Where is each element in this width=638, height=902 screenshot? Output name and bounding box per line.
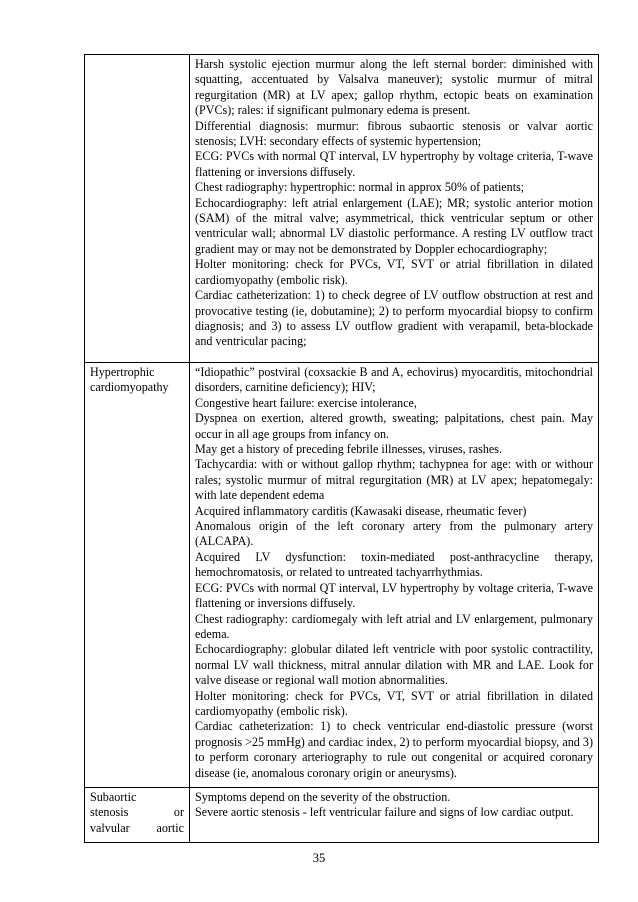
paragraph: Congestive heart failure: exercise intolerance, bbox=[195, 395, 417, 410]
paragraph: Acquired LV dysfunction: toxin-mediated post-anthracycline therapy, hemochromatosis, or related to untreated tachyarrhythmias. bbox=[195, 549, 593, 580]
paragraph: Dyspnea on exertion, altered growth, sweating; palpitations, chest pain. May occur in all age groups from infancy on. bbox=[195, 411, 593, 441]
condition-cell bbox=[85, 787, 190, 842]
condition-cell bbox=[85, 363, 190, 788]
paragraph: Tachycardia: with or without gallop rhythm; tachypnea for age: with or withour rales; systolic murmur of mitral regurgitation (MR) at LV apex; hepatomegaly: with late dependent edema bbox=[195, 457, 593, 503]
paragraph: “Idiopathic” postviral (coxsackie B and A, echovirus) myocarditis, mitochondrial disorders, carnitine deficiency); HIV; bbox=[195, 365, 593, 395]
condition-cell bbox=[85, 55, 190, 363]
paragraph: Differential diagnosis: murmur: fibrous subaortic stenosis or valvar aortic stenosis; LVH: secondary effects of systemic hypertension; bbox=[195, 118, 593, 149]
paragraph: Harsh systolic ejection murmur along the left sternal border: diminished with squatting, accentuated by Valsalva maneuver); systolic murmur of mitral regurgitation (MR) at LV apex; gallop rhythm, ectopic beats on examination (PVCs); rales: if significant pulmonary edema is present. bbox=[195, 57, 593, 118]
page-number: 35 bbox=[312, 851, 326, 865]
paragraph: Holter monitoring: check for PVCs, VT, SVT or atrial fibrillation in dilated cardiomyopathy (embolic risk). bbox=[195, 257, 593, 287]
paragraph: Chest radiography: cardiomegaly with left atrial and LV enlargement, pulmonary edema. bbox=[195, 611, 593, 641]
condition-label: Hypertrophic bbox=[90, 365, 155, 379]
condition-label: valvular aortic bbox=[90, 820, 184, 835]
paragraph: Holter monitoring: check for PVCs, VT, SVT or atrial fibrillation in dilated cardiomyopathy (embolic risk). bbox=[195, 688, 593, 718]
paragraph: ECG: PVCs with normal QT interval, LV hypertrophy by voltage criteria, T-wave flattening or inversions diffusely. bbox=[195, 580, 593, 611]
paragraph: Acquired inflammatory carditis (Kawasaki disease, rheumatic fever) bbox=[195, 503, 527, 518]
table-row bbox=[85, 787, 599, 842]
paragraph: Echocardiography: globular dilated left ventricle with poor systolic contractility, normal LV wall thickness, mitral annular dilation with MR and LAE. Look for valve disease or regional wall motion abnormalities. bbox=[195, 642, 593, 688]
description-cell bbox=[190, 55, 599, 363]
condition-label: cardiomyopathy bbox=[90, 380, 169, 395]
paragraph: Cardiac catheterization: 1) to check degree of LV outflow obstruction at rest and provocative testing (ie, dobutamine); 2) to perform myocardial biopsy to confirm diagnosis; and 3) to assess LV outflow gradient with verapamil, beta-blockade and ventricular pacing; bbox=[195, 288, 593, 349]
paragraph: Severe aortic stenosis - left ventricular failure and signs of low cardiac output. bbox=[195, 805, 574, 820]
condition-label: stenosis or bbox=[90, 805, 184, 820]
clinical-table bbox=[84, 54, 599, 843]
paragraph: May get a history of preceding febrile illnesses, viruses, rashes. bbox=[195, 442, 502, 457]
table-row bbox=[85, 363, 599, 788]
table-row bbox=[85, 55, 599, 363]
paragraph: Echocardiography: left atrial enlargement (LAE); MR; systolic anterior motion (SAM) of the mitral valve; asymmetrical, thick ventricular septum or other ventricular wall; abnormal LV diastolic performance. A resting LV outflow tract gradient may or may not be demonstrated by Doppler echocardiography; bbox=[195, 195, 593, 256]
paragraph: Cardiac catheterization: 1) to check ventricular end-diastolic pressure (worst prognosis >25 mmHg) and cardiac index, 2) to perform myocardial biopsy, and 3) to perform coronary arteriography to rule out congenital or acquired coronary disease (ie, anomalous coronary origin or aneurysms). bbox=[195, 719, 593, 780]
paragraph: Chest radiography: hypertrophic: normal in approx 50% of patients; bbox=[195, 180, 525, 195]
condition-label: Subaortic bbox=[90, 789, 137, 804]
description-cell bbox=[190, 787, 599, 842]
paragraph: Symptoms depend on the severity of the obstruction. bbox=[195, 789, 451, 804]
paragraph: ECG: PVCs with normal QT interval, LV hypertrophy by voltage criteria, T-wave flattening or inversions diffusely. bbox=[195, 149, 593, 179]
paragraph: Anomalous origin of the left coronary artery from the pulmonary artery (ALCAPA). bbox=[195, 519, 593, 549]
description-cell bbox=[190, 363, 599, 788]
